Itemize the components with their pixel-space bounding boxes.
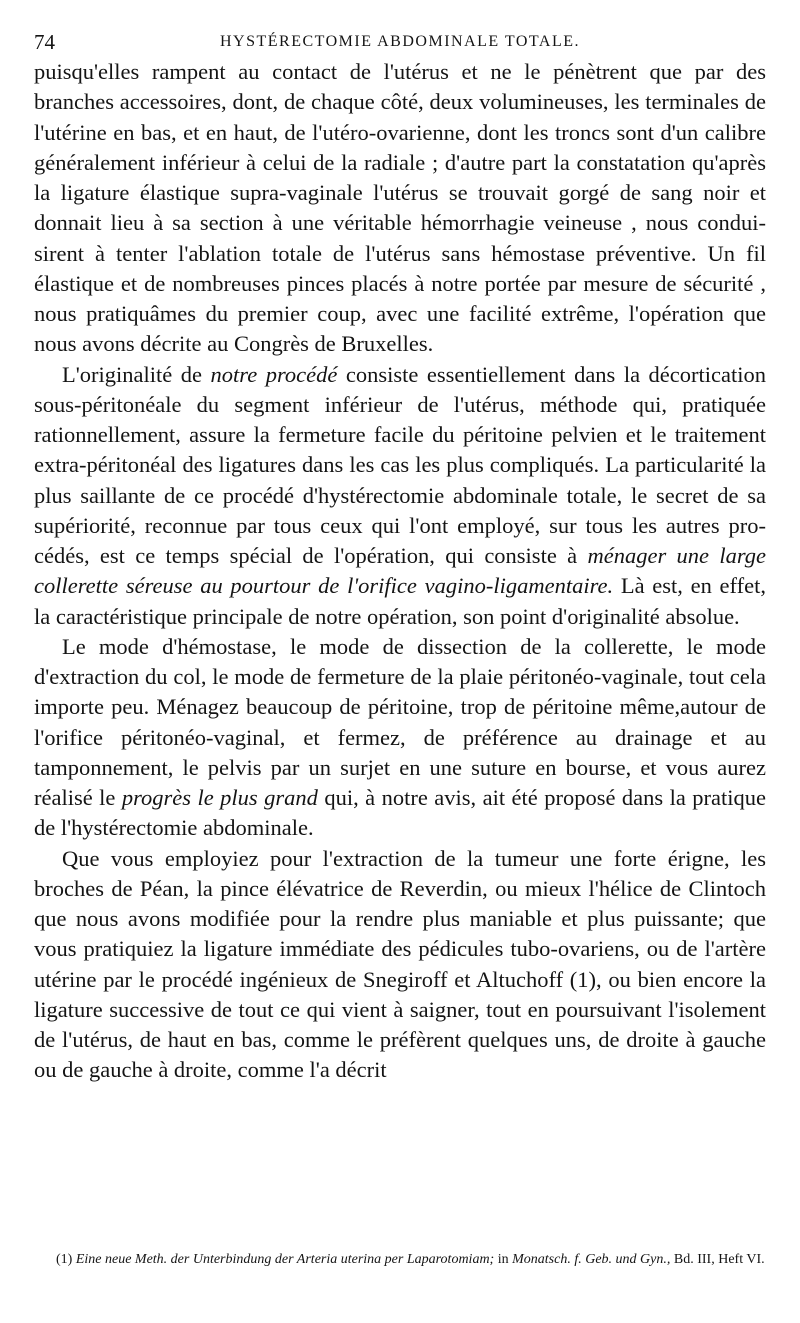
page-header <box>34 30 766 60</box>
body-text <box>34 57 766 1086</box>
paragraph-3-text-b: qui, à notre avis, ait été proposé dans la pratique de l'hystérectomie abdominale. <box>34 785 767 841</box>
footnote-journal: Monatsch. f. Geb. und Gyn., <box>512 1252 671 1267</box>
running-title: HYSTÉRECTOMIE ABDOMINALE TOTALE. <box>219 33 581 50</box>
footnote-marker: (1) <box>56 1252 73 1267</box>
footnote-in: in <box>497 1252 509 1267</box>
paragraph-3 <box>34 632 766 844</box>
paragraph-2 <box>34 360 766 632</box>
footnote-title: Eine neue Meth. der Unterbindung der Arteria uterina per Laparotomiam; <box>75 1252 495 1267</box>
footnote-volume: Bd. III, Heft VI. <box>673 1252 765 1267</box>
paragraph-3-emphasis: progrès le plus grand <box>121 785 318 810</box>
paragraph-4: Que vous employiez pour l'extraction de la tumeur une forte érigne, les broches de Péan, la pince élévatrice de Reverdin, ou mieux l'hélice de Clintoch que nous avons modifiée pour la rendre plus maniable et plus puissante; que vous pratiquiez la ligature immédiate des pédicules tubo-ovariens, ou de l'artère utérine par le procédé ingénieux de Snegiroff et Altuchoff (1), ou bien encore la ligature successive de tout ce qui vient à saigner, tout en poursuivant l'isolement de l'utérus, de haut en bas, comme le préfèrent quelques uns, de droite à gauche ou de gauche à droite, comme l'a décrit <box>34 845 766 1083</box>
paragraph-3-text-a: Le mode d'hémostase, le mode de dissection de la collerette, le mode d'extraction du col, le mode de fermeture de la plaie péritonéo-vaginale, tout cela importe peu. Ménagez beaucoup de péritoine, trop de péritoine même,autour de l'orifice péritonéo-vaginal, et fermez, de préférence au drainage et au tamponnement, le pelvis par un surjet en une suture en bourse, et vous aurez réalisé le <box>34 633 766 810</box>
paragraph-2-text-b: consiste essentiellement dans la décortication sous-péritonéale du segment inférieur de l'utérus, méthode qui, pratiquée rationnellement, assure la fermeture facile du péritoine pelvien et le traitement extra-péritonéal des ligatures dans les cas les plus compliqués. La particularité la plus saillante de ce procédé d'hystérectomie abdominale totale, le secret de sa supériorité, reconnue par tous ceux qui l'ont employé, sur tous les autres procédés, est ce temps spécial de l'opération, qui consiste à <box>34 361 767 568</box>
paragraph-1: puisqu'elles rampent au contact de l'utérus et ne le pénètrent que par des branches accessoires, dont, de chaque côté, deux volumineuses, les terminales de l'utérine en bas, et en haut, de l'utéro-ovarienne, dont les troncs sont d'un calibre généralement inférieur à celui de la radiale ; d'autre part la constatation qu'après la ligature élastique supra-vaginale l'utérus se trouvait gorgé de sang noir et donnait lieu à sa section à une véritable hémorrhagie veineuse , nous conduisirent à tenter l'ablation totale de l'utérus sans hémostase préventive. Un fil élastique et de nombreuses pinces placés à notre portée par mesure de sécurité , nous pratiquâmes du premier coup, avec une facilité extrême, l'opération que nous avons décrite au Congrès de Bruxelles. <box>34 59 766 357</box>
footnote <box>56 1250 766 1270</box>
paragraph-2-emphasis-1: notre procédé <box>210 361 338 387</box>
page-number: 74 <box>34 30 55 54</box>
paragraph-2-text-c: Là est, en effet, la caractéristique principale de notre opération, son point d'originalité absolue. <box>34 573 766 629</box>
paragraph-2-emphasis-2: ménager une large collerette séreuse au pourtour de l'orifice vagino-ligamentaire. <box>34 543 767 599</box>
paragraph-2-text-a: L'originalité de <box>62 361 203 387</box>
